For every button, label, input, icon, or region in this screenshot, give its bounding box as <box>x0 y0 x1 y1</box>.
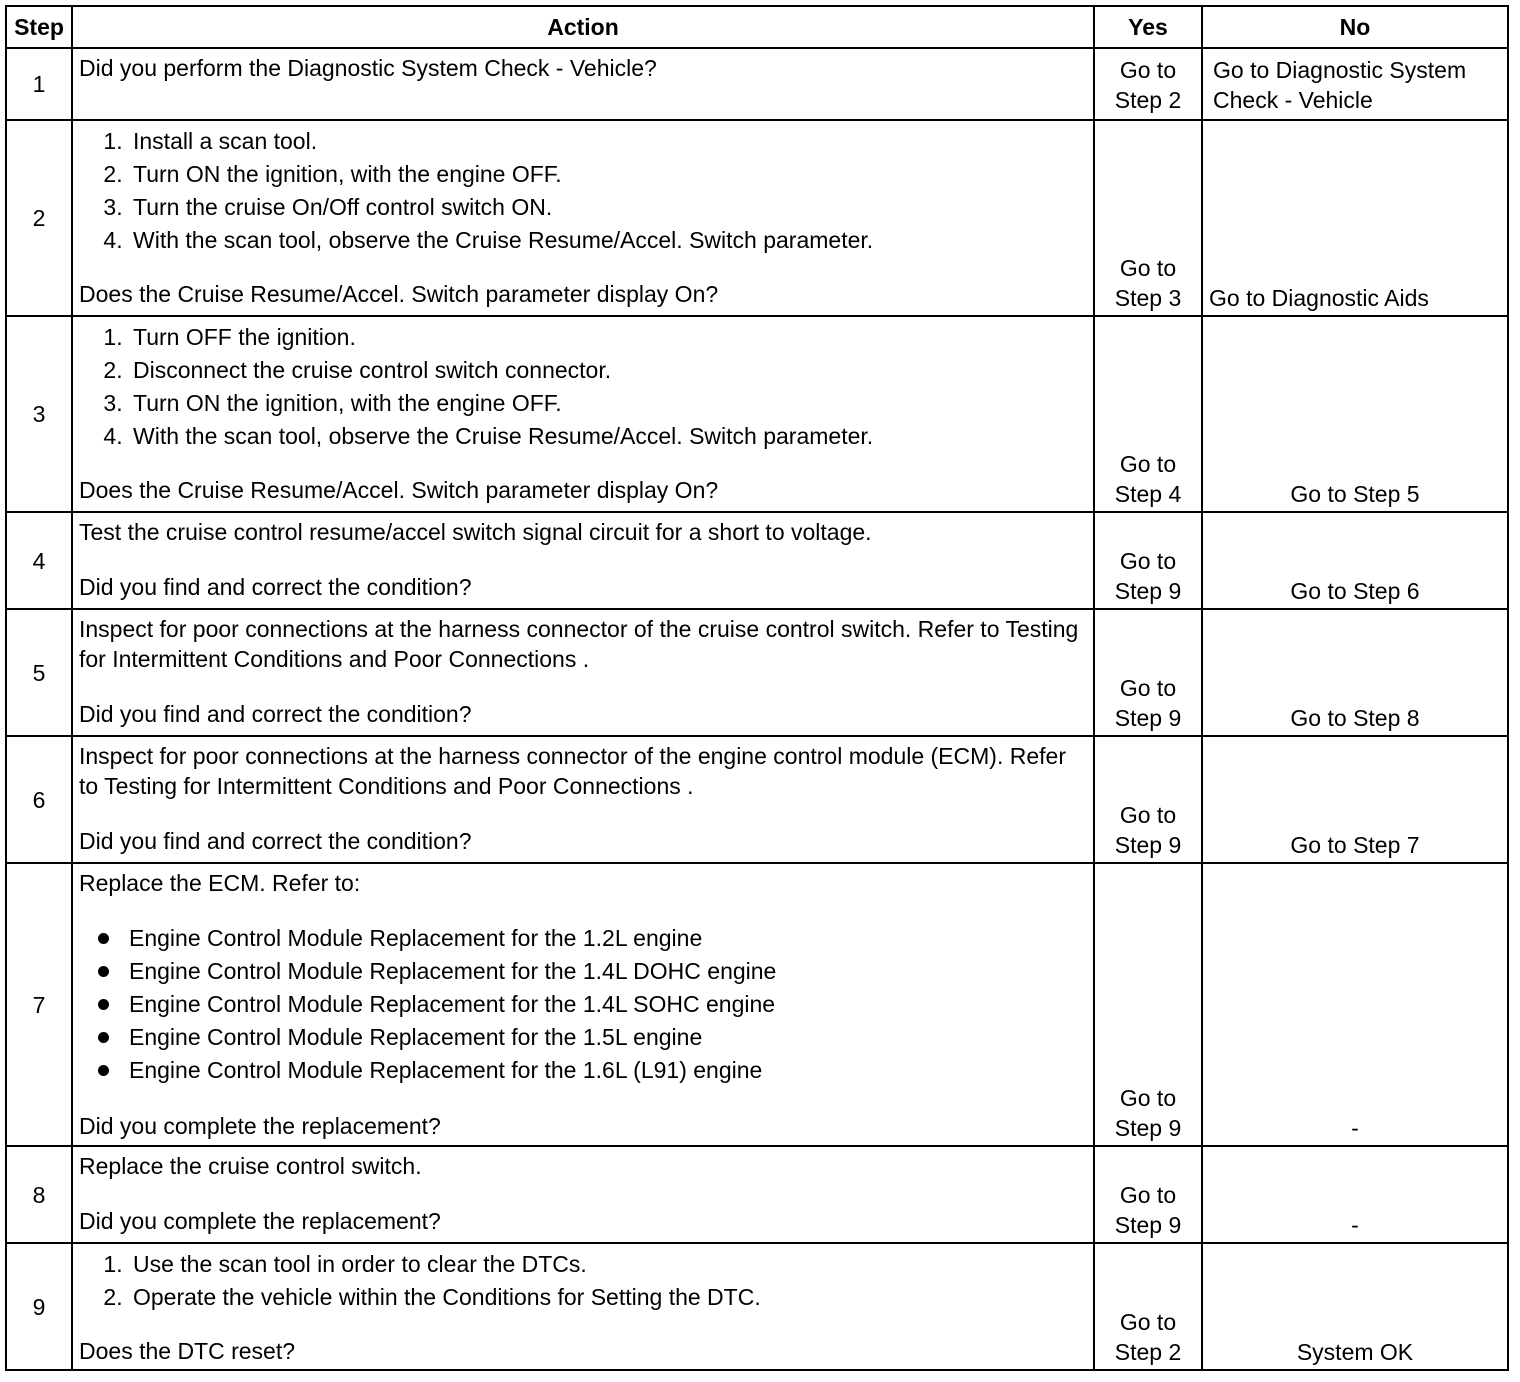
action-question: Does the Cruise Resume/Accel. Switch parameter display On? <box>79 477 719 503</box>
table-row <box>6 863 1508 1146</box>
bullet-item: Engine Control Module Replacement for the 1.5L engine <box>129 1021 1087 1054</box>
step-number: 2 <box>6 120 72 316</box>
no-line: Go to Step 6 <box>1290 578 1420 604</box>
no-line: System OK <box>1296 1339 1414 1365</box>
action-cell <box>72 512 1094 609</box>
yes-line: Go to <box>1119 1309 1177 1335</box>
no-line: Check - Vehicle <box>1213 87 1373 113</box>
bullet-item: Engine Control Module Replacement for the 1.2L engine <box>129 922 1087 955</box>
yes-cell <box>1094 512 1202 609</box>
table-row <box>6 120 1508 316</box>
header-no: No <box>1202 6 1508 48</box>
yes-cell <box>1094 1243 1202 1370</box>
action-text: Replace the cruise control switch. <box>79 1153 422 1179</box>
action-step-item: 4. With the scan tool, observe the Cruise Resume/Accel. Switch parameter. <box>129 224 1087 257</box>
action-cell <box>72 736 1094 863</box>
table-row <box>6 316 1508 512</box>
action-step-item: 2. Turn ON the ignition, with the engine OFF. <box>129 158 1087 191</box>
action-step-item: 4. With the scan tool, observe the Cruise Resume/Accel. Switch parameter. <box>129 420 1087 453</box>
action-cell <box>72 1243 1094 1370</box>
step-number: 6 <box>6 736 72 863</box>
header-yes: Yes <box>1094 6 1202 48</box>
no-line: Go to Step 5 <box>1290 481 1420 507</box>
action-cell <box>72 1146 1094 1243</box>
step-number: 5 <box>6 609 72 736</box>
action-step-item: 1. Install a scan tool. <box>129 125 1087 158</box>
yes-cell <box>1094 1146 1202 1243</box>
yes-cell <box>1094 120 1202 316</box>
action-step-item: 3. Turn the cruise On/Off control switch ON. <box>129 191 1087 224</box>
header-action: Action <box>72 6 1094 48</box>
no-cell <box>1202 863 1508 1146</box>
yes-line: Step 9 <box>1114 1212 1182 1238</box>
action-question: Does the DTC reset? <box>79 1338 296 1364</box>
yes-line: Step 2 <box>1114 1339 1182 1365</box>
yes-line: Go to <box>1119 1085 1177 1111</box>
no-line: - <box>1351 1212 1359 1238</box>
action-text: Inspect for poor connections at the harness connector of the cruise control switch. Refer to Testing for Intermittent Conditions and Poor Connections . <box>79 616 1079 672</box>
no-line: Go to Step 8 <box>1290 705 1420 731</box>
action-cell <box>72 863 1094 1146</box>
action-text: Did you perform the Diagnostic System Check - Vehicle? <box>79 55 657 81</box>
action-steps <box>79 321 1087 453</box>
bullet-item: Engine Control Module Replacement for the 1.4L DOHC engine <box>129 955 1087 988</box>
no-cell <box>1202 1243 1508 1370</box>
action-step-item: 2. Operate the vehicle within the Conditions for Setting the DTC. <box>129 1281 1087 1314</box>
table-row <box>6 48 1508 120</box>
no-cell <box>1202 316 1508 512</box>
step-number: 4 <box>6 512 72 609</box>
yes-line: Step 9 <box>1114 1115 1182 1141</box>
no-cell <box>1202 48 1508 120</box>
yes-cell <box>1094 316 1202 512</box>
step-number: 1 <box>6 48 72 120</box>
action-step-item: 1. Use the scan tool in order to clear the DTCs. <box>129 1248 1087 1281</box>
action-steps <box>79 1248 1087 1314</box>
yes-line: Go to <box>1119 255 1177 281</box>
yes-cell <box>1094 609 1202 736</box>
yes-line: Go to <box>1119 451 1177 477</box>
action-question: Does the Cruise Resume/Accel. Switch parameter display On? <box>79 281 719 307</box>
header-step: Step <box>6 6 72 48</box>
no-cell <box>1202 512 1508 609</box>
action-step-item: 3. Turn ON the ignition, with the engine OFF. <box>129 387 1087 420</box>
yes-line: Step 4 <box>1114 481 1182 507</box>
diagnostic-table <box>5 5 1509 1371</box>
yes-line: Go to <box>1119 548 1177 574</box>
table-row <box>6 736 1508 863</box>
step-number: 7 <box>6 863 72 1146</box>
action-question: Did you complete the replacement? <box>79 1208 441 1234</box>
action-steps <box>79 125 1087 257</box>
table-row <box>6 609 1508 736</box>
yes-line: Step 3 <box>1114 285 1182 311</box>
no-cell <box>1202 1146 1508 1243</box>
yes-cell <box>1094 48 1202 120</box>
table-row <box>6 1146 1508 1243</box>
bullet-item: Engine Control Module Replacement for the 1.4L SOHC engine <box>129 988 1087 1021</box>
no-line: - <box>1351 1115 1359 1141</box>
action-step-item: 2. Disconnect the cruise control switch connector. <box>129 354 1087 387</box>
bullet-item: Engine Control Module Replacement for the 1.6L (L91) engine <box>129 1054 1087 1087</box>
step-number: 3 <box>6 316 72 512</box>
yes-line: Step 9 <box>1114 705 1182 731</box>
no-cell <box>1202 120 1508 316</box>
no-cell <box>1202 609 1508 736</box>
action-text: Test the cruise control resume/accel switch signal circuit for a short to voltage. <box>79 519 872 545</box>
yes-line: Go to <box>1119 802 1177 828</box>
action-text: Replace the ECM. Refer to: <box>79 870 361 896</box>
action-cell <box>72 120 1094 316</box>
no-line: Go to Diagnostic Aids <box>1209 285 1429 311</box>
no-line: Go to Step 7 <box>1290 832 1420 858</box>
yes-line: Step 2 <box>1114 87 1182 113</box>
table-row <box>6 512 1508 609</box>
yes-cell <box>1094 863 1202 1146</box>
action-question: Did you find and correct the condition? <box>79 828 472 854</box>
yes-line: Step 9 <box>1114 832 1182 858</box>
yes-cell <box>1094 736 1202 863</box>
step-number: 8 <box>6 1146 72 1243</box>
action-step-item: 1. Turn OFF the ignition. <box>129 321 1087 354</box>
action-question: Did you find and correct the condition? <box>79 574 472 600</box>
no-line: Go to Diagnostic System <box>1213 57 1467 83</box>
yes-line: Go to <box>1119 1182 1177 1208</box>
header-row <box>6 6 1508 48</box>
action-cell <box>72 609 1094 736</box>
step-number: 9 <box>6 1243 72 1370</box>
action-cell <box>72 316 1094 512</box>
action-text: Inspect for poor connections at the harness connector of the engine control module (ECM). Refer to Testing for Intermittent Conditions and Poor Connections . <box>79 743 1066 799</box>
yes-line: Go to <box>1119 675 1177 701</box>
action-bullets <box>79 922 1087 1087</box>
action-cell <box>72 48 1094 120</box>
yes-line: Step 9 <box>1114 578 1182 604</box>
yes-line: Go to <box>1119 57 1177 83</box>
action-question: Did you find and correct the condition? <box>79 701 472 727</box>
table-row <box>6 1243 1508 1370</box>
action-question: Did you complete the replacement? <box>79 1113 441 1139</box>
no-cell <box>1202 736 1508 863</box>
